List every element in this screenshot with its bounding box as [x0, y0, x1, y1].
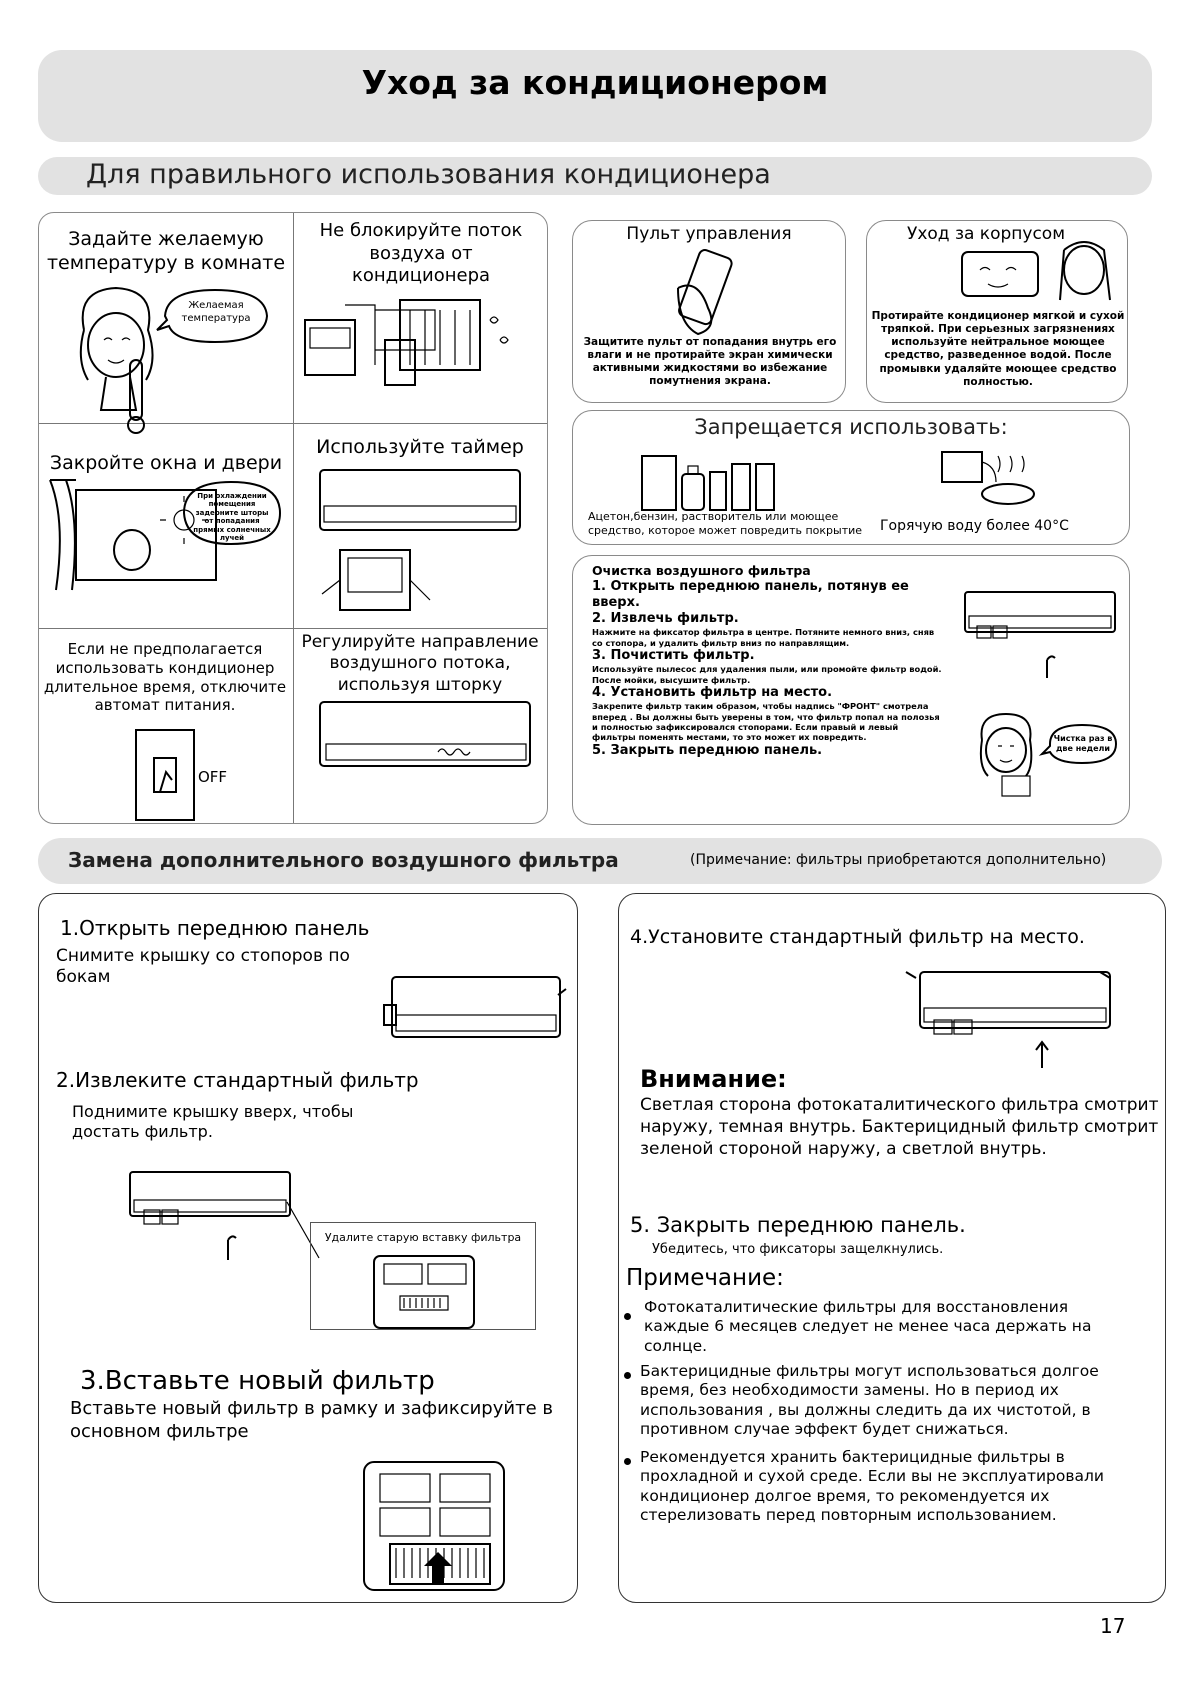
- cleaning-bubble-text: Чистка раз в две недели: [1053, 734, 1113, 753]
- body-care-illustration: [960, 240, 1120, 310]
- remote-cloth-illustration: [668, 248, 758, 338]
- body-care-title: Уход за корпусом: [906, 224, 1066, 244]
- note-bullet-2: [624, 1372, 631, 1379]
- page-number: 17: [1100, 1614, 1126, 1638]
- ac-open-panel-illustration: [380, 975, 570, 1055]
- remote-title: Пульт управления: [626, 224, 792, 244]
- filter-clean-heading: Очистка воздушного фильтра: [592, 563, 811, 578]
- replace-step-5-text: Убедитесь, что фиксаторы защелкнулись.: [652, 1242, 944, 1257]
- section-subtitle: Для правильного использования кондиционера: [86, 159, 771, 190]
- filter-frame-illustration: [370, 1252, 480, 1332]
- breaker-off-label: OFF: [198, 768, 228, 786]
- ac-louver-illustration: [318, 700, 538, 770]
- grid-hline-2: [39, 628, 547, 629]
- filter-step-4: 4. Установить фильтр на место.: [592, 685, 833, 701]
- tip-timer: Используйте таймер: [316, 436, 524, 458]
- filter-step-2: 2. Извлечь фильтр.: [592, 611, 739, 627]
- remote-text: Защитите пульт от попадания внутрь его влаги и не протирайте экран химически активными жидкостями во избежание помутнения экрана.: [583, 336, 837, 388]
- forbidden-chemicals: Ацетон,бензин, растворитель или моющее средство, которое может повредить покрытие: [588, 510, 863, 537]
- note-1: Фотокаталитические фильтры для восстановления каждые 6 месяцев следует не менее часа держать на солнце.: [644, 1298, 1092, 1355]
- furniture-blocking-illustration: [300, 300, 520, 390]
- replace-step-1-text: Снимите крышку со стопоров по бокам: [56, 946, 350, 988]
- filter-step-3: 3. Почистить фильтр.: [592, 648, 755, 664]
- replace-step-1-title: 1.Открыть переднюю панель: [60, 916, 370, 940]
- forbidden-hot-water: Горячую воду более 40°C: [880, 518, 1069, 534]
- filter-step-1: 1. Открыть переднюю панель, потянув ее вверх.: [592, 578, 909, 610]
- ac-filter-install-illustration: [900, 968, 1120, 1078]
- ac-timer-illustration: [310, 470, 530, 620]
- breaker-switch-illustration: [134, 728, 204, 824]
- chemical-bottles-illustration: [640, 452, 780, 512]
- replace-step-2-text: Поднимите крышку вверх, чтобы достать фильтр.: [72, 1102, 354, 1141]
- tip-louver: Регулируйте направление воздушного потока, используя шторку: [301, 632, 539, 695]
- ac-filter-removal-illustration: [955, 590, 1125, 680]
- replace-step-3-text: Вставьте новый фильтр в рамку и зафиксируйте в основном фильтре: [70, 1398, 553, 1442]
- temperature-bubble-text: Желаемая температура: [181, 300, 251, 324]
- curtain-bubble-text: При охлаждении помещения задерните шторы от попадания прямых солнечных лучей: [193, 492, 271, 542]
- hot-water-illustration: [938, 442, 1038, 512]
- forbidden-title: Запрещается использовать:: [694, 415, 1008, 439]
- replace-step-2-title: 2.Извлеките стандартный фильтр: [56, 1068, 419, 1092]
- filter-step-3-detail: Используйте пылесос для удаления пыли, или промойте фильтр водой. После мойки, высушите фильтр.: [592, 664, 942, 685]
- filter-clean-steps: [592, 563, 942, 759]
- filter-step-4-detail: Закрепите фильтр таким образом, чтобы надпись "ФРОНТ" смотрела вперед . Вы должны быть уверены в том, что фильтр попал на полозья и полностью зафиксировался стопорами. Если правый и левый фильтры поменять местами, то это может их повредить.: [592, 701, 940, 743]
- page-title: Уход за кондиционером: [361, 63, 829, 102]
- tip-power: Если не предполагается использовать кондиционер длительное время, отключите автомат питания.: [43, 640, 287, 715]
- tip-windows: Закройте окна и двери: [49, 452, 283, 474]
- replace-step-5-title: 5. Закрыть переднюю панель.: [630, 1213, 966, 1237]
- tip-airflow: Не блокируйте поток воздуха от кондиционера: [319, 220, 523, 286]
- replace-step-4-title: 4.Установите стандартный фильтр на место.: [630, 926, 1085, 948]
- attention-title: Внимание:: [640, 1065, 787, 1093]
- note-3: Рекомендуется хранить бактерицидные фильтры в прохладной и сухой среде. Если вы не эксплуатировали кондиционер долгое время, то рекомендуется их стерелизовать перед повторным использованием.: [640, 1448, 1104, 1525]
- body-care-text: Протирайте кондиционер мягкой и сухой тряпкой. При серьезных загрязнениях используйте нейтральное моющее средство, разведенное водой. После промывки удаляйте моющее средство полностью.: [871, 310, 1125, 388]
- filter-step-5: 5. Закрыть переднюю панель.: [592, 742, 823, 758]
- replace-step-3-title: 3.Вставьте новый фильтр: [80, 1366, 435, 1396]
- replace-heading: Замена дополнительного воздушного фильтра: [68, 848, 619, 872]
- notes-title: Примечание:: [626, 1265, 784, 1291]
- grid-vline: [293, 213, 294, 823]
- replace-note: (Примечание: фильтры приобретаются дополнительно): [690, 852, 1107, 868]
- note-2: Бактерицидные фильтры могут использоваться долгое время, без необходимости замены. Но в период их использования , вы должны следить да их чистотой, в противном случае эффект будет снижаться.: [640, 1362, 1099, 1439]
- tip-temperature: Задайте желаемую температуру в комнате: [46, 228, 286, 274]
- filter-step-2-detail: Нажмите на фиксатор фильтра в центре. Потяните немного вниз, сняв со стопора, и удалить фильтр вниз по направлящим.: [592, 627, 935, 648]
- note-bullet-3: [624, 1458, 631, 1465]
- ac-filter-out-illustration: [120, 1170, 300, 1260]
- callout-text: Удалите старую вставку фильтра: [324, 1231, 522, 1244]
- girl-cleaning-illustration: [962, 710, 1052, 800]
- new-filter-insert-illustration: [360, 1458, 520, 1598]
- attention-text: Светлая сторона фотокаталитического фильтра смотрит наружу, темная внутрь. Бактерицидный фильтр смотрит зеленой стороной наружу, а светлой внутрь.: [640, 1095, 1159, 1160]
- note-bullet-1: [624, 1313, 631, 1320]
